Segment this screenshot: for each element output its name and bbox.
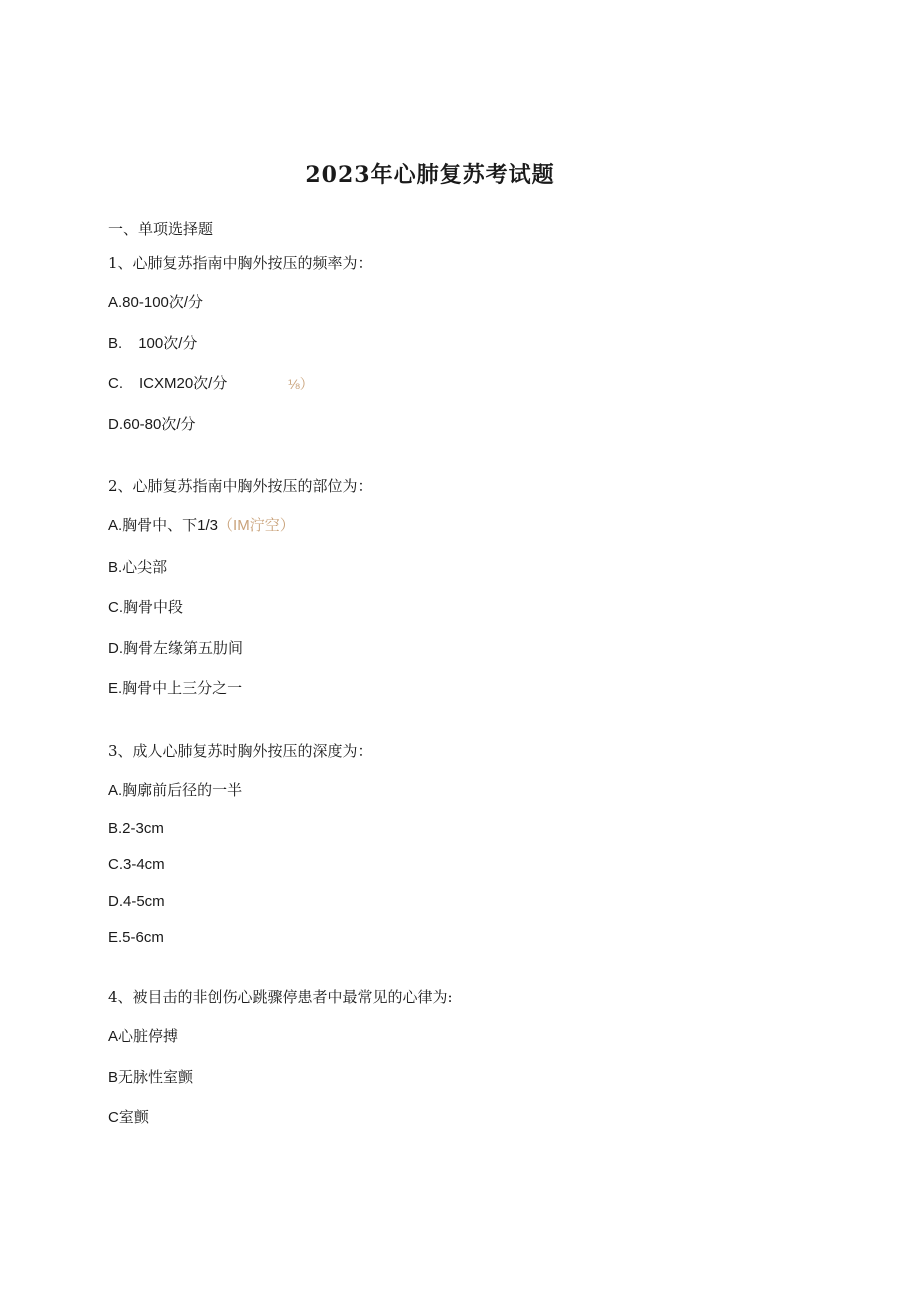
- option-letter: B.: [108, 335, 123, 352]
- question-1-option-a: A.80-100次/分: [108, 294, 204, 311]
- question-3-option-d: D.4-5cm: [108, 893, 165, 910]
- question-4-option-a: A心脏停搏: [108, 1028, 179, 1045]
- question-2-option-e: E.胸骨中上三分之一: [108, 680, 243, 697]
- question-1-option-b: [108, 334, 197, 354]
- question-3-stem: 3、成人心肺复苏时胸外按压的深度为：: [108, 742, 373, 760]
- question-4-option-b: B无脉性室颤: [108, 1069, 194, 1086]
- question-2-option-b: B.心尖部: [108, 559, 168, 576]
- page-title: 2023年心肺复苏考试题: [305, 162, 555, 188]
- question-1-option-c: [108, 374, 227, 394]
- question-2-option-c: C.胸骨中段: [108, 599, 184, 616]
- option-text: ICXM20次/分: [139, 375, 228, 392]
- faint-annotation: ⅛）: [288, 376, 314, 392]
- question-3-option-a: A.胸廓前后径的一半: [108, 782, 243, 799]
- option-letter: C.: [108, 375, 123, 392]
- question-1-stem: 1、心肺复苏指南中胸外按压的频率为：: [108, 254, 373, 272]
- faint-annotation: （IM泞空）: [218, 517, 295, 534]
- question-3-option-b: B.2-3cm: [108, 820, 164, 837]
- section-heading: 一、单项选择题: [108, 220, 214, 238]
- question-4-stem: 4、被目击的非创伤心跳骤停患者中最常见的心律为:: [108, 988, 453, 1006]
- option-text: 100次/分: [138, 335, 198, 352]
- question-2-stem: 2、心肺复苏指南中胸外按压的部位为：: [108, 477, 373, 495]
- question-2-option-d: D.胸骨左缘第五肋间: [108, 640, 244, 657]
- option-text: A.胸骨中、下1/3: [108, 517, 219, 534]
- question-3-option-e: E.5-6cm: [108, 929, 164, 946]
- question-3-option-c: C.3-4cm: [108, 856, 165, 873]
- question-2-option-a: [108, 516, 295, 536]
- question-1-option-d: D.60-80次/分: [108, 416, 196, 433]
- question-4-option-c: C室颤: [108, 1109, 149, 1126]
